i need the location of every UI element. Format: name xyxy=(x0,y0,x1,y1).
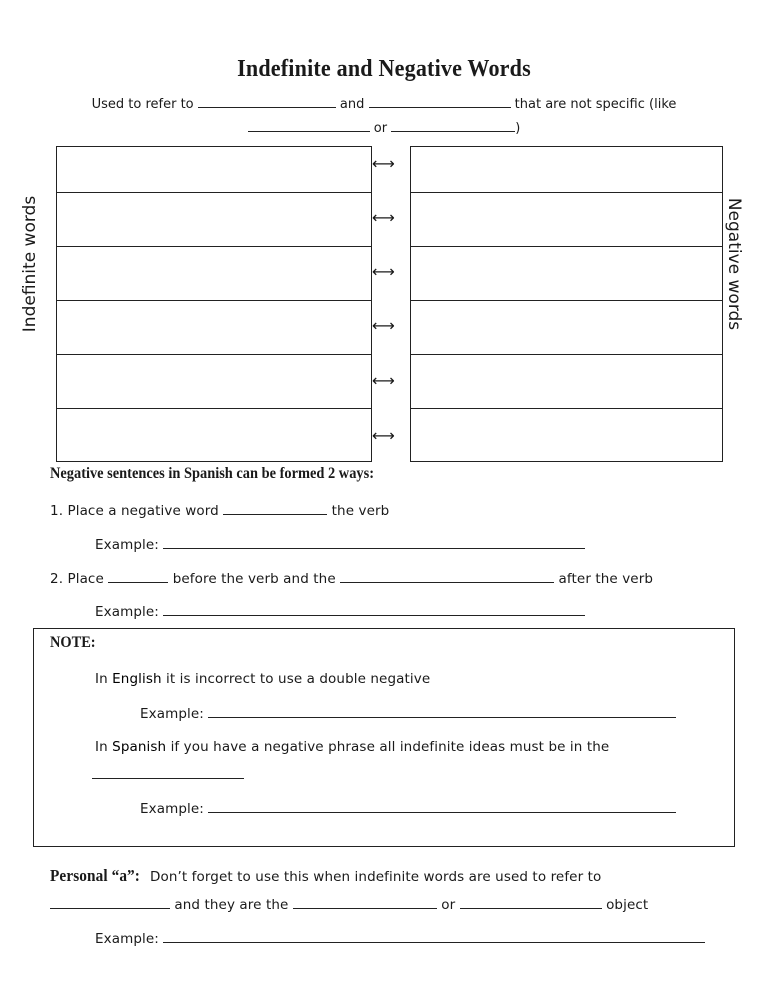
subtitle-line-1 xyxy=(0,95,768,112)
table-row[interactable] xyxy=(57,409,371,461)
example-line-1 xyxy=(95,536,585,553)
personal-a-line-1 xyxy=(50,866,601,886)
fill-in-blank[interactable] xyxy=(208,705,676,718)
instruction-item-2 xyxy=(50,570,653,587)
personal-a-text: Don’t forget to use this when indefinite words are used to refer to xyxy=(149,869,602,885)
fill-in-blank[interactable] xyxy=(198,95,336,108)
double-arrow-icon: ⟷ xyxy=(372,426,395,445)
subtitle-text: ) xyxy=(515,121,521,136)
table-row[interactable] xyxy=(57,193,371,247)
example-label: Example: xyxy=(95,537,159,553)
instruction-text: the verb xyxy=(331,503,390,519)
negative-words-table xyxy=(410,146,723,462)
note-blank-line xyxy=(92,766,244,783)
note-emphasis: English xyxy=(112,671,162,687)
table-row[interactable] xyxy=(411,301,722,355)
fill-in-blank[interactable] xyxy=(163,930,705,943)
fill-in-blank[interactable] xyxy=(92,766,244,779)
subtitle-text: that are not specific (like xyxy=(514,97,677,112)
personal-a-text: or xyxy=(441,897,456,913)
table-row[interactable] xyxy=(57,147,371,193)
note-example-1 xyxy=(140,705,676,722)
note-line-1 xyxy=(95,671,430,687)
table-row[interactable] xyxy=(57,301,371,355)
table-row[interactable] xyxy=(411,355,722,409)
example-label: Example: xyxy=(140,706,204,722)
fill-in-blank[interactable] xyxy=(248,119,370,132)
subtitle-text: Used to refer to xyxy=(91,97,194,112)
fill-in-blank[interactable] xyxy=(208,800,676,813)
table-row[interactable] xyxy=(411,147,722,193)
note-line-2 xyxy=(95,739,609,755)
personal-a-heading: Personal “a”: xyxy=(50,866,140,885)
indefinite-words-label: Indefinite words xyxy=(20,195,40,333)
negative-words-label: Negative words xyxy=(724,197,744,331)
example-line-2 xyxy=(95,603,585,620)
instruction-text: after the verb xyxy=(558,571,654,587)
fill-in-blank[interactable] xyxy=(460,896,602,909)
fill-in-blank[interactable] xyxy=(369,95,511,108)
negative-sentences-heading: Negative sentences in Spanish can be formed 2 ways: xyxy=(50,465,374,482)
table-row[interactable] xyxy=(411,409,722,461)
table-row[interactable] xyxy=(57,355,371,409)
personal-a-line-2 xyxy=(50,896,648,913)
instruction-text: 2. Place xyxy=(50,571,104,587)
fill-in-blank[interactable] xyxy=(223,502,327,515)
note-heading: NOTE: xyxy=(50,634,96,651)
indefinite-words-table xyxy=(56,146,372,462)
double-arrow-icon: ⟷ xyxy=(372,316,395,335)
table-row[interactable] xyxy=(411,193,722,247)
note-example-2 xyxy=(140,800,676,817)
fill-in-blank[interactable] xyxy=(391,119,515,132)
note-text: In xyxy=(95,739,108,755)
double-arrow-icon: ⟷ xyxy=(372,371,395,390)
subtitle-text: or xyxy=(373,121,388,136)
instruction-item-1 xyxy=(50,502,389,519)
personal-a-text: object xyxy=(606,897,649,913)
double-arrow-icon: ⟷ xyxy=(372,262,395,281)
subtitle-line-2 xyxy=(0,119,768,136)
note-text: it is incorrect to use a double negative xyxy=(166,671,431,687)
table-row[interactable] xyxy=(411,247,722,301)
fill-in-blank[interactable] xyxy=(293,896,437,909)
subtitle-text: and xyxy=(339,97,365,112)
personal-a-example xyxy=(95,930,705,947)
double-arrow-icon: ⟷ xyxy=(372,154,395,173)
instruction-text: before the verb and the xyxy=(172,571,336,587)
example-label: Example: xyxy=(140,801,204,817)
note-text: In xyxy=(95,671,108,687)
example-label: Example: xyxy=(95,931,159,947)
double-arrow-icon: ⟷ xyxy=(372,208,395,227)
page-title: Indefinite and Negative Words xyxy=(237,56,531,82)
instruction-text: 1. Place a negative word xyxy=(50,503,219,519)
table-row[interactable] xyxy=(57,247,371,301)
fill-in-blank[interactable] xyxy=(50,896,170,909)
personal-a-text: and they are the xyxy=(174,897,289,913)
fill-in-blank[interactable] xyxy=(163,536,585,549)
fill-in-blank[interactable] xyxy=(163,603,585,616)
note-text: if you have a negative phrase all indefinite ideas must be in the xyxy=(170,739,610,755)
fill-in-blank[interactable] xyxy=(108,570,168,583)
example-label: Example: xyxy=(95,604,159,620)
fill-in-blank[interactable] xyxy=(340,570,554,583)
note-emphasis: Spanish xyxy=(112,739,167,755)
